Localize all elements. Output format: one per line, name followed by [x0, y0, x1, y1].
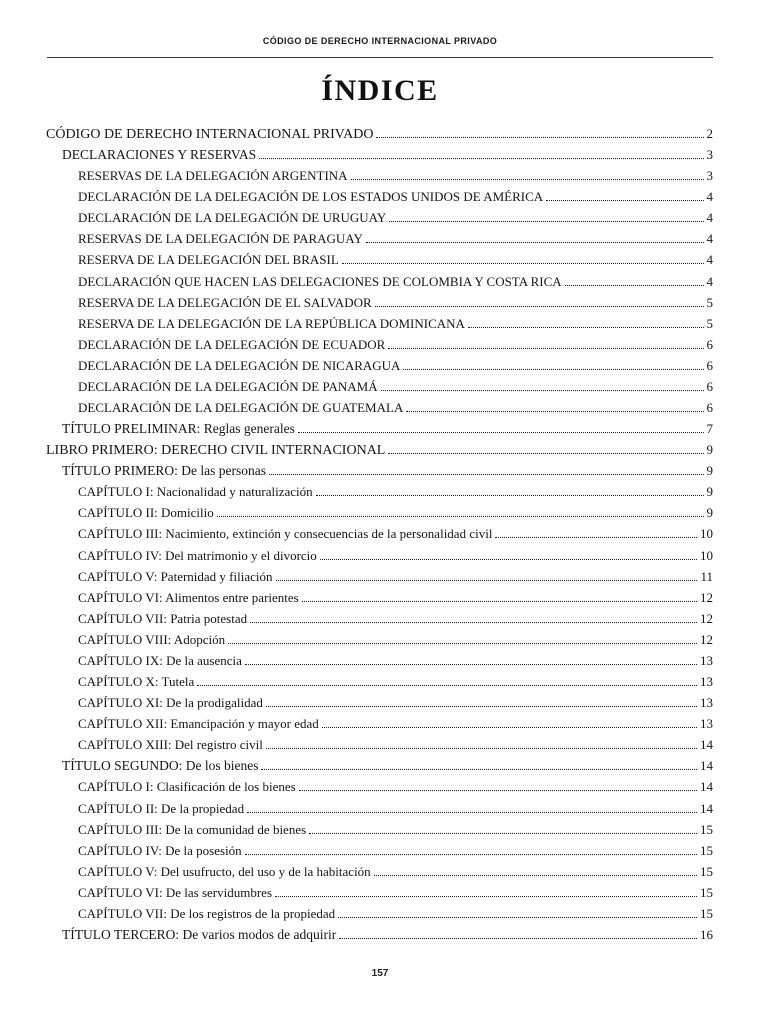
- toc-entry-page: 3: [706, 168, 713, 184]
- toc-entry-page: 12: [700, 589, 713, 605]
- toc-leader-dots: [374, 874, 697, 876]
- toc-entry-label: CAPÍTULO I: Nacionalidad y naturalización: [78, 484, 313, 500]
- toc-leader-dots: [376, 136, 703, 138]
- toc-entry-label: CAPÍTULO V: Del usufructo, del uso y de la habitación: [78, 863, 371, 879]
- toc-entry-page: 15: [700, 842, 713, 858]
- toc-entry-label: CAPÍTULO X: Tutela: [78, 674, 195, 690]
- toc-entry-label: CAPÍTULO I: Clasificación de los bienes: [78, 779, 296, 795]
- toc-entry-label: RESERVA DE LA DELEGACIÓN DE LA REPÚBLICA DOMINICANA: [78, 315, 465, 331]
- toc-leader-dots: [546, 199, 703, 201]
- toc-entry: [78, 355, 713, 376]
- toc-entry-page: 14: [700, 737, 713, 753]
- toc-leader-dots: [266, 705, 697, 707]
- toc-leader-dots: [338, 916, 697, 918]
- table-of-contents: [46, 123, 713, 945]
- toc-entry-label: CAPÍTULO VI: De las servidumbres: [78, 884, 273, 900]
- toc-entry-page: 2: [706, 126, 713, 141]
- toc-entry-page: 10: [700, 547, 713, 563]
- toc-entry: [62, 144, 713, 165]
- running-header: CÓDIGO DE DERECHO INTERNACIONAL PRIVADO: [262, 36, 498, 46]
- toc-entry-page: 9: [706, 442, 713, 458]
- toc-entry-page: 15: [700, 884, 713, 900]
- toc-entry-page: 10: [700, 526, 713, 542]
- toc-entry-page: 7: [706, 421, 713, 437]
- toc-entry: [78, 713, 713, 734]
- toc-entry: [78, 608, 713, 629]
- toc-leader-dots: [275, 895, 697, 897]
- toc-leader-dots: [247, 811, 697, 813]
- toc-entry-page: 4: [706, 231, 713, 247]
- toc-entry-label: RESERVA DE LA DELEGACIÓN DEL BRASIL: [78, 252, 339, 268]
- toc-entry-page: 13: [700, 674, 713, 690]
- toc-entry: [62, 418, 713, 439]
- toc-entry-label: CAPÍTULO II: De la propiedad: [78, 800, 245, 816]
- toc-entry-page: 14: [700, 800, 713, 816]
- toc-entry-page: 13: [700, 695, 713, 711]
- toc-leader-dots: [389, 220, 703, 222]
- toc-entry-page: 6: [706, 400, 713, 416]
- toc-entry-label: DECLARACIÓN DE LA DELEGACIÓN DE ECUADOR: [78, 336, 386, 352]
- toc-entry-label: RESERVAS DE LA DELEGACIÓN DE PARAGUAY: [78, 231, 363, 247]
- toc-leader-dots: [351, 178, 704, 180]
- toc-entry-label: DECLARACIÓN DE LA DELEGACIÓN DE NICARAGUA: [78, 357, 401, 373]
- toc-leader-dots: [320, 558, 697, 560]
- toc-entry-label: CAPÍTULO XIII: Del registro civil: [78, 737, 263, 753]
- page-number: 157: [371, 968, 389, 979]
- toc-entry: [78, 207, 713, 228]
- toc-entry-page: 15: [700, 905, 713, 921]
- toc-leader-dots: [261, 768, 697, 770]
- toc-entry-page: 14: [700, 779, 713, 795]
- toc-entry-label: DECLARACIÓN QUE HACEN LAS DELEGACIONES DE COLOMBIA Y COSTA RICA: [78, 273, 562, 289]
- toc-leader-dots: [495, 536, 697, 538]
- toc-entry-label: CAPÍTULO VII: Patria potestad: [78, 610, 248, 626]
- toc-entry-page: 15: [700, 821, 713, 837]
- toc-entry-page: 6: [706, 378, 713, 394]
- toc-entry-page: 4: [706, 210, 713, 226]
- toc-entry: [78, 481, 713, 502]
- toc-leader-dots: [316, 494, 704, 496]
- toc-leader-dots: [245, 663, 697, 665]
- toc-entry-label: CAPÍTULO VIII: Adopción: [78, 631, 226, 647]
- toc-entry: [78, 228, 713, 249]
- toc-entry: [78, 186, 713, 207]
- toc-entry-label: CAPÍTULO IV: Del matrimonio y el divorcio: [78, 547, 317, 563]
- toc-entry: [78, 629, 713, 650]
- toc-entry: [78, 903, 713, 924]
- toc-leader-dots: [197, 684, 697, 686]
- toc-leader-dots: [406, 410, 703, 412]
- toc-leader-dots: [342, 262, 704, 264]
- toc-leader-dots: [309, 832, 697, 834]
- toc-entry-page: 9: [706, 484, 713, 500]
- toc-leader-dots: [388, 347, 703, 349]
- toc-entry: [78, 861, 713, 882]
- toc-entry-page: 6: [706, 336, 713, 352]
- toc-entry: [78, 692, 713, 713]
- toc-leader-dots: [250, 621, 697, 623]
- toc-entry: [78, 165, 713, 186]
- toc-entry-label: CAPÍTULO XI: De la prodigalidad: [78, 695, 263, 711]
- toc-leader-dots: [388, 452, 703, 454]
- toc-entry-label: DECLARACIÓN DE LA DELEGACIÓN DE LOS ESTADOS UNIDOS DE AMÉRICA: [78, 189, 544, 205]
- toc-entry-label: DECLARACIÓN DE LA DELEGACIÓN DE PANAMÁ: [78, 378, 378, 394]
- toc-leader-dots: [366, 241, 704, 243]
- toc-entry: [78, 587, 713, 608]
- page-title: ÍNDICE: [321, 74, 439, 107]
- toc-entry: [62, 924, 713, 945]
- toc-entry-label: DECLARACIÓN DE LA DELEGACIÓN DE URUGUAY: [78, 210, 387, 226]
- toc-entry: [78, 650, 713, 671]
- toc-leader-dots: [245, 853, 697, 855]
- toc-entry: [78, 798, 713, 819]
- toc-entry: [78, 671, 713, 692]
- toc-entry-label: RESERVAS DE LA DELEGACIÓN ARGENTINA: [78, 168, 348, 184]
- toc-entry-page: 13: [700, 716, 713, 732]
- toc-entry: [78, 734, 713, 755]
- toc-entry: [62, 755, 713, 776]
- toc-entry-page: 4: [706, 273, 713, 289]
- toc-entry: [78, 397, 713, 418]
- toc-entry-page: 16: [700, 926, 713, 942]
- toc-entry: [78, 334, 713, 355]
- toc-entry-label: TÍTULO TERCERO: De varios modos de adquirir: [62, 926, 337, 942]
- toc-entry: [62, 460, 713, 481]
- toc-entry-label: CAPÍTULO XII: Emancipación y mayor edad: [78, 716, 319, 732]
- toc-entry: [46, 123, 713, 144]
- toc-leader-dots: [276, 579, 698, 581]
- toc-entry: [78, 882, 713, 903]
- toc-leader-dots: [298, 431, 704, 433]
- toc-entry-label: TÍTULO PRELIMINAR: Reglas generales: [62, 421, 295, 437]
- toc-entry-label: RESERVA DE LA DELEGACIÓN DE EL SALVADOR: [78, 294, 372, 310]
- toc-entry-page: 12: [700, 631, 713, 647]
- toc-leader-dots: [403, 368, 703, 370]
- toc-leader-dots: [468, 326, 704, 328]
- toc-entry-label: CAPÍTULO IV: De la posesión: [78, 842, 242, 858]
- toc-entry-page: 4: [706, 189, 713, 205]
- toc-entry: [78, 840, 713, 861]
- toc-entry-label: DECLARACIONES Y RESERVAS: [62, 147, 257, 163]
- toc-leader-dots: [302, 600, 697, 602]
- toc-entry-page: 5: [706, 315, 713, 331]
- toc-entry-label: TÍTULO PRIMERO: De las personas: [62, 463, 266, 479]
- toc-entry-page: 13: [700, 652, 713, 668]
- toc-entry: [78, 249, 713, 270]
- toc-leader-dots: [381, 389, 704, 391]
- toc-leader-dots: [259, 157, 703, 159]
- toc-entry: [78, 376, 713, 397]
- toc-entry-label: TÍTULO SEGUNDO: De los bienes: [62, 758, 259, 774]
- toc-entry-page: 12: [700, 610, 713, 626]
- toc-entry-label: CAPÍTULO VII: De los registros de la propiedad: [78, 905, 336, 921]
- toc-entry-page: 11: [700, 568, 713, 584]
- toc-entry-page: 14: [700, 758, 713, 774]
- header-rule: [47, 57, 713, 58]
- toc-entry-label: LIBRO PRIMERO: DERECHO CIVIL INTERNACIONAL: [46, 443, 386, 459]
- toc-entry: [78, 313, 713, 334]
- toc-entry-page: 15: [700, 863, 713, 879]
- toc-leader-dots: [266, 747, 697, 749]
- toc-entry: [78, 545, 713, 566]
- toc-entry: [78, 776, 713, 797]
- toc-entry-label: DECLARACIÓN DE LA DELEGACIÓN DE GUATEMALA: [78, 400, 404, 416]
- toc-entry: [78, 292, 713, 313]
- toc-leader-dots: [299, 789, 697, 791]
- toc-entry-page: 6: [706, 357, 713, 373]
- toc-leader-dots: [322, 726, 697, 728]
- toc-entry: [78, 502, 713, 523]
- toc-leader-dots: [228, 642, 697, 644]
- toc-entry: [46, 439, 713, 460]
- toc-entry-page: 5: [706, 294, 713, 310]
- toc-entry-label: CAPÍTULO V: Paternidad y filiación: [78, 568, 273, 584]
- toc-entry-label: CAPÍTULO VI: Alimentos entre parientes: [78, 589, 299, 605]
- toc-leader-dots: [339, 937, 697, 939]
- toc-entry-page: 4: [706, 252, 713, 268]
- toc-leader-dots: [565, 284, 704, 286]
- toc-entry: [78, 566, 713, 587]
- toc-entry-label: CÓDIGO DE DERECHO INTERNACIONAL PRIVADO: [46, 127, 374, 142]
- toc-entry-page: 9: [706, 505, 713, 521]
- toc-entry-label: CAPÍTULO III: De la comunidad de bienes: [78, 821, 307, 837]
- toc-entry: [78, 523, 713, 544]
- toc-entry-page: 9: [706, 463, 713, 479]
- toc-leader-dots: [269, 473, 704, 475]
- toc-entry: [78, 271, 713, 292]
- toc-entry: [78, 819, 713, 840]
- toc-leader-dots: [375, 305, 704, 307]
- toc-leader-dots: [217, 515, 704, 517]
- toc-entry-label: CAPÍTULO II: Domicilio: [78, 505, 214, 521]
- toc-entry-label: CAPÍTULO III: Nacimiento, extinción y consecuencias de la personalidad civil: [78, 526, 493, 542]
- toc-entry-page: 3: [706, 147, 713, 163]
- toc-entry-label: CAPÍTULO IX: De la ausencia: [78, 652, 242, 668]
